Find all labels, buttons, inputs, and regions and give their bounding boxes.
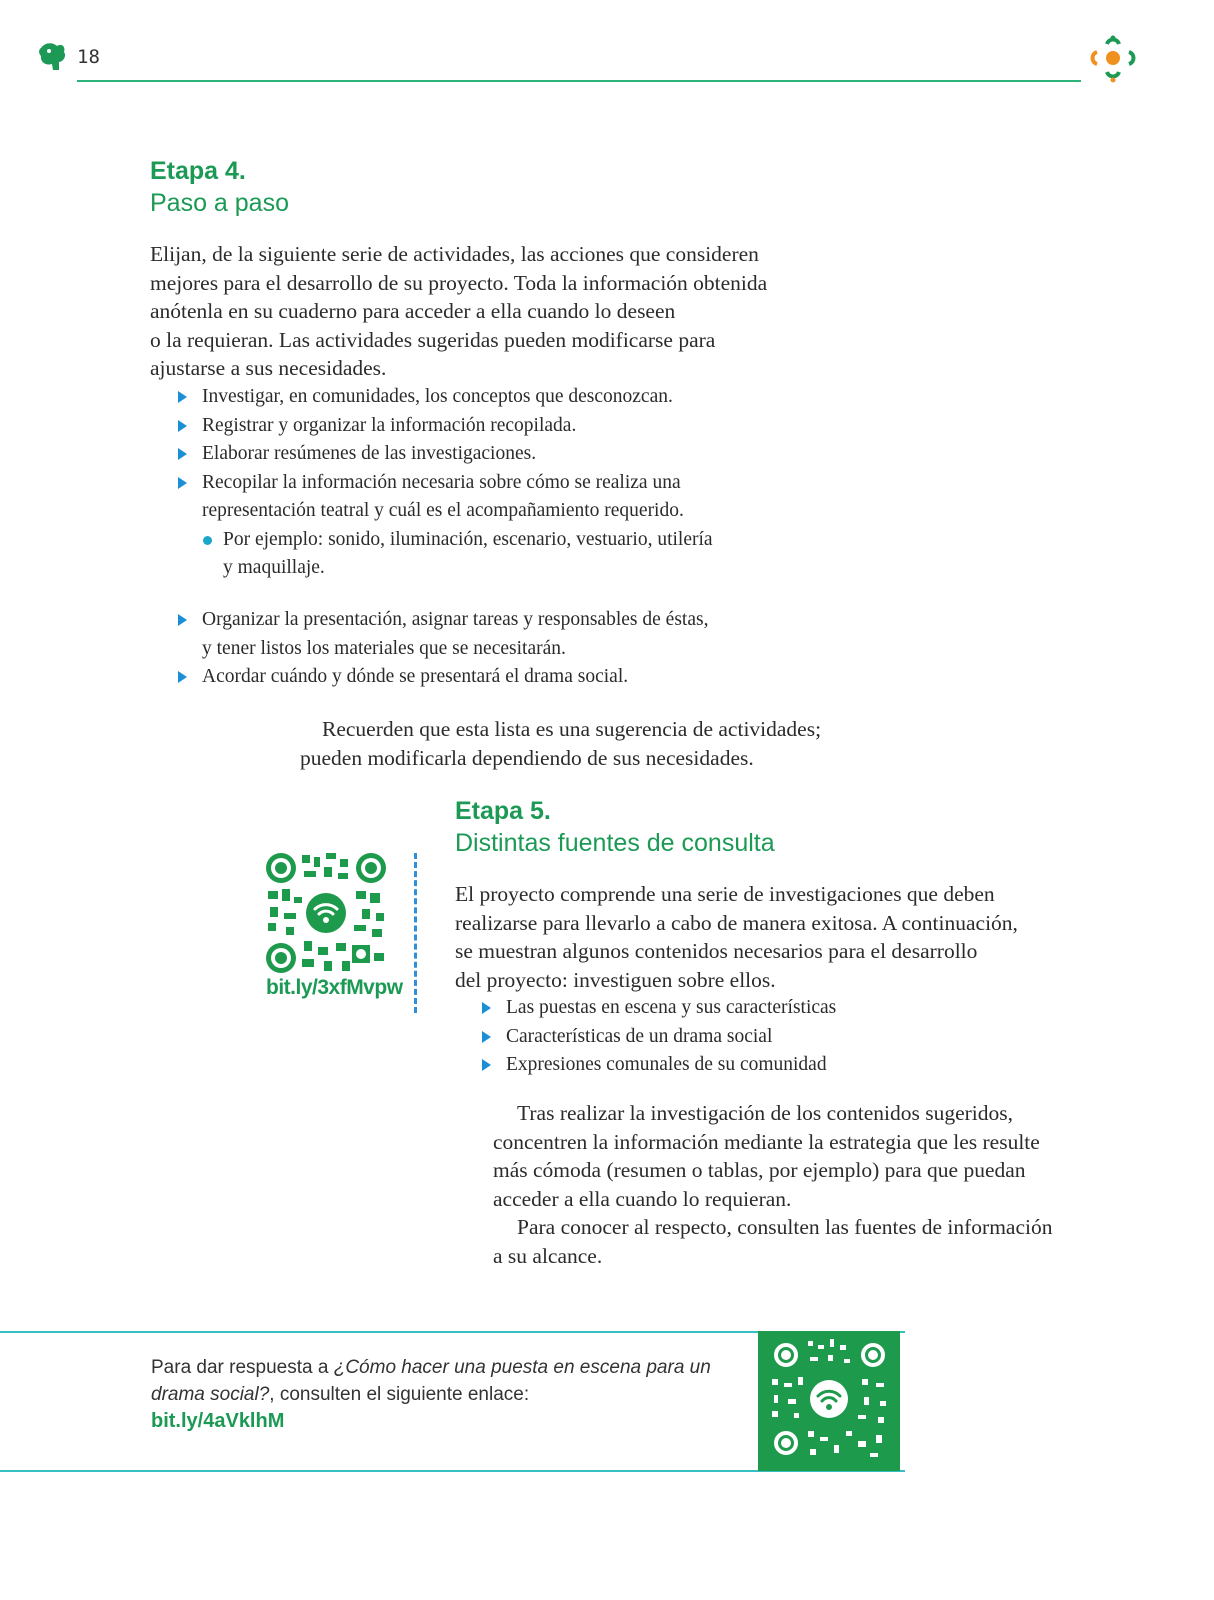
- text-line: Recuerden que esta lista es una sugerencia de actividades;: [322, 717, 822, 741]
- footer-text-suffix: , consulten el siguiente enlace:: [269, 1384, 530, 1405]
- etapa5-paragraph-2: [493, 1099, 1133, 1270]
- header-divider: [77, 80, 1081, 82]
- text-line: El proyecto comprende una serie de investigaciones que deben: [455, 882, 995, 906]
- etapa4-intro: [150, 240, 850, 383]
- text-line: concentren la información mediante la estrategia que les resulte: [493, 1129, 1040, 1154]
- header-logo-icon: [37, 40, 67, 72]
- list-item-text: Las puestas en escena y sus características: [506, 997, 837, 1018]
- bullet-triangle-icon: [178, 671, 187, 683]
- list-item: [178, 469, 798, 498]
- text-line: anótenla en su cuaderno para acceder a ella cuando lo deseen: [150, 299, 676, 323]
- list-item-continuation: [178, 497, 798, 526]
- bullet-dot-icon: [203, 536, 212, 545]
- text-line: del proyecto: investiguen sobre ellos.: [455, 967, 776, 992]
- text-line: a su alcance.: [493, 1243, 603, 1268]
- qr-divider: [414, 853, 417, 1013]
- list-item-text: y maquillaje.: [223, 557, 325, 578]
- text-line: ajustarse a sus necesidades.: [150, 356, 387, 380]
- bullet-triangle-icon: [178, 420, 187, 432]
- qr1-link[interactable]: bit.ly/3xfMvpw: [266, 976, 403, 999]
- etapa4-bullet-list: [178, 383, 798, 583]
- qr-code-icon[interactable]: [758, 1331, 900, 1471]
- list-item-text: Registrar y organizar la información recopilada.: [202, 414, 577, 436]
- footer-line-1: [151, 1354, 731, 1381]
- text-line: Para conocer al respecto, consulten las fuentes de información: [517, 1215, 1053, 1239]
- etapa5-title: Etapa 5.: [455, 797, 551, 825]
- bullet-triangle-icon: [178, 391, 187, 403]
- bullet-triangle-icon: [482, 1059, 491, 1071]
- text-line: realizarse para llevarlo a cabo de manera exitosa. A continuación,: [455, 910, 1018, 935]
- footer-question-end: drama social?: [151, 1384, 270, 1405]
- list-item-continuation: [178, 635, 798, 664]
- text-line: mejores para el desarrollo de su proyecto. Toda la información obtenida: [150, 270, 768, 295]
- list-item-text: y tener listos los materiales que se necesitarán.: [202, 637, 566, 659]
- list-item: [178, 440, 798, 469]
- text-line: se muestran algunos contenidos necesarios para el desarrollo: [455, 939, 978, 963]
- list-item: [178, 606, 798, 635]
- footer-link[interactable]: bit.ly/4aVklhM: [151, 1410, 285, 1432]
- etapa4-bullet-list-2: [178, 606, 798, 692]
- text-line: pueden modificarla dependiendo de sus necesidades.: [300, 745, 754, 770]
- footer-text-prefix: Para dar respuesta a: [151, 1357, 334, 1378]
- list-item: [178, 412, 798, 441]
- etapa5-subtitle: Distintas fuentes de consulta: [455, 829, 775, 857]
- list-item: [178, 663, 798, 692]
- list-item: [178, 383, 798, 412]
- footer-question-part: ¿Cómo hacer una puesta en escena para un: [333, 1357, 711, 1378]
- etapa5-bullet-list: [482, 994, 962, 1080]
- list-item-text: Recopilar la información necesaria sobre cómo se realiza una: [202, 471, 681, 493]
- list-item: [482, 1023, 962, 1052]
- sub-list-item: [178, 526, 798, 555]
- page-number: 18: [77, 46, 100, 68]
- text-line: o la requieran. Las actividades sugeridas pueden modificarse para: [150, 327, 716, 352]
- list-item: [482, 1051, 962, 1080]
- footer-line-2: [151, 1381, 731, 1408]
- bullet-triangle-icon: [178, 477, 187, 489]
- sub-list-item-continuation: [178, 554, 798, 583]
- list-item-text: Elaborar resúmenes de las investigaciones.: [202, 443, 537, 464]
- list-item-text: Investigar, en comunidades, los conceptos que desconozcan.: [202, 386, 673, 407]
- list-item-text: Características de un drama social: [506, 1025, 773, 1047]
- etapa4-subtitle: Paso a paso: [150, 189, 289, 217]
- bullet-triangle-icon: [178, 448, 187, 460]
- bullet-triangle-icon: [482, 1002, 491, 1014]
- text-line: Elijan, de la siguiente serie de actividades, las acciones que consideren: [150, 242, 759, 266]
- bullet-triangle-icon: [178, 614, 187, 626]
- list-item-text: Expresiones comunales de su comunidad: [506, 1054, 827, 1075]
- bullet-triangle-icon: [482, 1031, 491, 1043]
- footer-text: [151, 1354, 731, 1435]
- etapa5-intro: [455, 880, 1115, 994]
- text-line: más cómoda (resumen o tablas, por ejemplo) para que puedan: [493, 1158, 1026, 1182]
- list-item-text: Acordar cuándo y dónde se presentará el drama social.: [202, 666, 629, 687]
- list-item: [482, 994, 962, 1023]
- etapa4-title: Etapa 4.: [150, 157, 246, 185]
- etapa4-note: [300, 715, 900, 772]
- list-item-text: Organizar la presentación, asignar tareas y responsables de éstas,: [202, 609, 709, 630]
- footer-qr-panel: [758, 1331, 900, 1471]
- qr-code-icon[interactable]: [266, 853, 386, 973]
- flower-logo-icon: [1087, 34, 1139, 84]
- text-line: Tras realizar la investigación de los contenidos sugeridos,: [517, 1101, 1013, 1125]
- list-item-text: representación teatral y cuál es el acompañamiento requerido.: [202, 500, 684, 521]
- text-line: acceder a ella cuando lo requieran.: [493, 1186, 792, 1211]
- list-item-text: Por ejemplo: sonido, iluminación, escenario, vestuario, utilería: [223, 528, 713, 550]
